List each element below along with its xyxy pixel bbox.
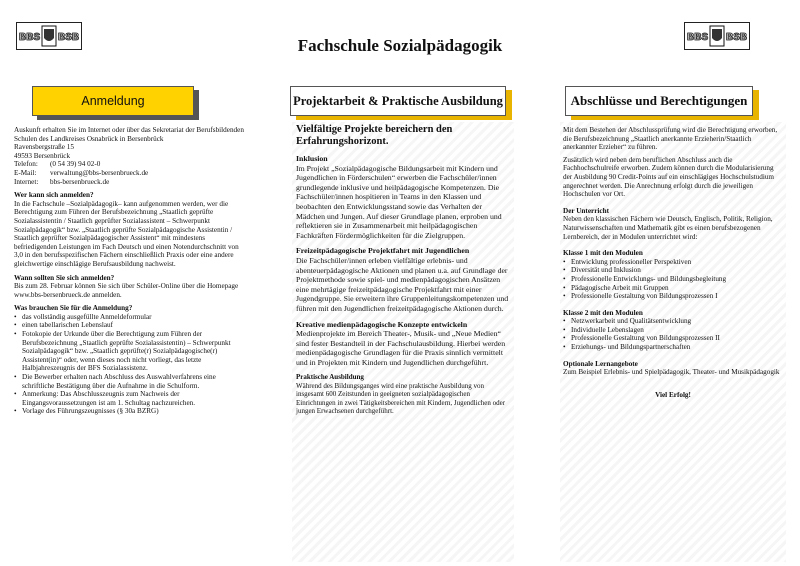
question-heading: Was brauchen Sie für die Anmeldung?: [14, 304, 133, 313]
section-text: Während des Bildungsganges wird eine praktische Ausbildung von insgesamt 600 Zeitstunden in geeigneten sozialpädagogischen Einrichtungen in zwei Tätigkeitsbereichen mit Kindern, Jugendlichen oder jungen Erwachsenen durchgeführt.: [296, 381, 506, 416]
question-heading: Wer kann sich anmelden?: [14, 191, 94, 200]
list-item: • Individuelle Lebenslagen: [563, 326, 783, 335]
section-title: Klasse 2 mit den Modulen: [563, 308, 643, 317]
page-title: Fachschule Sozialpädagogik: [297, 36, 503, 55]
list-item: • Die Bewerber erhalten nach Abschluss des Auswahlverfahrens eine schriftliche Bestätigung über die Aufnahme in die Schulform.: [14, 373, 248, 390]
section-title: Inklusion: [296, 154, 328, 163]
list-item: • Erziehungs- und Bildungspartnerschaften: [563, 343, 783, 352]
paragraph: Mit dem Bestehen der Abschlussprüfung wird die Berechtigung erworben, die Berufsbezeichnung „Staatlich anerkannte Erzieherin/Staatlich anerkannter Erzieher“ zu führen.: [563, 126, 778, 152]
section-text: Medienprojekte im Bereich Theater-, Musik- und „Neue Medien“ sind fester Bestandteil in der Fachschulausbildung. Hierbei werden medienpädagogische Grundlagen für die Praxis sinnlich vermittelt und in Projekten mit Kindern und Jugendlichen durchgeführt.: [296, 329, 506, 367]
list-item: • Diversität und Inklusion: [563, 266, 783, 275]
svg-text:BSB: BSB: [726, 32, 748, 43]
address-line: Ravensbergstraße 15: [14, 143, 74, 152]
list-item: • Vorlage des Führungszeugnisses (§ 30a BZRG): [14, 407, 248, 416]
list-item: • Fotokopie der Urkunde über die Berechtigung zum Führen der Berufsbezeichnung „Staatlich geprüfte Sozialassistentin) – Schwerpunkt Sozialpädagogik“ bzw. „Staatlich geprüfte(r) Sozialpädagogische(r) Assistent(in)“ oder, wenn dieses noch nicht vorliegt, das letzte Halbjahreszeugnis der BFS Sozialassistenz.: [14, 330, 248, 373]
internet-row: Internet: bbs-bersenbrueck.de: [14, 177, 110, 186]
requirements-list: [14, 313, 248, 416]
section-text: Die Fachschüler/innen erleben vielfältige erlebnis- und abenteuerpädagogische Aktionen und planen u.a. auf Grundlage der Projektmethode sowie spiel- und medienpädagogischen Ansätzen eine mehrtägige freizeitpädagogische Projektfahrt mit einer Jugendgruppe. Sie erweitern ihre Gruppenleitungskompetenzen und führen mit den Jugendlichen freizeitpädagogische Aktionen durch.: [296, 255, 509, 313]
column-projektarbeit: [296, 124, 510, 416]
section-header-abschluesse: Abschlüsse und Berechtigungen: [565, 86, 753, 116]
list-item: • Entwicklung professioneller Perspektiven: [563, 258, 783, 267]
phone-value: (0 54 39) 94 02-0: [50, 160, 101, 169]
list-item: • Professionelle Gestaltung von Bildungsprozessen I: [563, 292, 783, 301]
list-item: • Professionelle Entwicklungs- und Bildungsbegleitung: [563, 275, 783, 284]
svg-text:BBS: BBS: [19, 32, 41, 43]
svg-text:BSB: BSB: [58, 32, 80, 43]
module-list: [563, 317, 783, 351]
paragraph: Neben den klassischen Fächern wie Deutsch, Englisch, Politik, Religion, Naturwissenschaften und Mathematik gibt es einen berufsbezogenen Lernbereich, der in Modulen unterrichtet wird:: [563, 215, 773, 241]
list-item: • Pädagogische Arbeit mit Gruppen: [563, 284, 783, 293]
section-header-anmeldung: Anmeldung: [32, 86, 194, 116]
answer-text: In die Fachschule –Sozialpädagogik– kann aufgenommen werden, wer die Berechtigung zum Führen der Berufsbezeichnung „Staatlich geprüfte Sozialassistentin / Staatlich geprüfter Sozialassistent – Schwerpunkt Sozialpädagogik“ bzw. „Staatlich geprüfte Sozialpädagogische Assistentin / Staatlich geprüfter Sozialpädagogischer Assistent“ mit mindestens befriedigenden Leistungen im Fach Deutsch und einen Notendurchschnitt von 3,0 in den berufsspezifischen Fächern einschließlich Praxis oder eine andere gleichwertige einschlägige Berufsausbildung nachweist.: [14, 199, 239, 268]
closing-text: Viel Erfolg!: [655, 390, 691, 399]
answer-text: Bis zum 28. Februar können Sie sich über Schüler-Online über die Homepage www.bbs-bersenbrueck.de anmelden.: [14, 282, 239, 299]
paragraph: Zum Beispiel Erlebnis- und Spielpädagogik, Theater- und Musikpädagogik: [563, 368, 780, 377]
list-item: • Netzwerkarbeit und Qualitätsentwicklung: [563, 317, 783, 326]
svg-text:BBS: BBS: [687, 32, 709, 43]
phone-row: Telefon: (0 54 39) 94 02-0: [14, 160, 101, 169]
paragraph: Zusätzlich wird neben dem beruflichen Abschluss auch die Fachhochschulreife erworben. Zudem können durch die Modularisierung der Ausbildung 90 Credit-Points auf ein einschlägiges Hochschulstudium angerechnet werden. Die Anrechnung erfolgt durch die jeweiligen Hochschulen vor Ort.: [563, 155, 775, 199]
list-item: • das vollständig ausgefüllte Anmeldeformular: [14, 313, 248, 322]
question-heading: Wann sollten Sie sich anmelden?: [14, 273, 115, 282]
section-title: Der Unterricht: [563, 206, 609, 215]
section-title: Kreative medienpädagogische Konzepte entwickeln: [296, 319, 468, 329]
section-header-projektarbeit: Projektarbeit & Praktische Ausbildung: [290, 86, 506, 116]
email-row: E-Mail: verwaltung@bbs-bersenbrueck.de: [14, 168, 149, 177]
headline: Vielfältige Projekte bereichern den Erfahrungshorizont.: [296, 124, 453, 147]
section-title: Optionale Lernangebote: [563, 359, 638, 368]
section-title: Klasse 1 mit den Modulen: [563, 249, 643, 258]
website-link[interactable]: bbs-bersenbrueck.de: [50, 177, 110, 186]
intro-text: Auskunft erhalten Sie im Internet oder über das Sekretariat der Berufsbildenden Schulen des Landkreises Osnabrück in Bersenbrück: [14, 126, 244, 143]
section-title: Freizeitpädagogische Projektfahrt mit Jugendlichen: [296, 246, 470, 256]
module-list: [563, 258, 783, 301]
list-item: • Anmerkung: Das Abschlusszeugnis zum Nachweis der Eingangsvoraussetzungen ist am 1. Schultag nachzureichen.: [14, 390, 248, 407]
list-item: • Professionelle Gestaltung von Bildungsprozessen II: [563, 334, 783, 343]
list-item: • einen tabellarischen Lebenslauf: [14, 321, 248, 330]
section-text: Im Projekt „Sozialpädagogische Bildungsarbeit mit Kindern und Jugendlichen in Förderschulen“ erwerben die Fachschüler/innen grundlegende inklusive und heilpädagogische Kompetenzen. Die Fachschüler/innen hospitieren in Teams in den Klassen und beobachten den Entwicklungsstand sowie das Verhalten der Mädchen und Jungen. Auf dieser Grundlage planen, erproben und reflektieren sie in Zusammenarbeit mit heilpädagogischen Fachkräften Fördermöglichkeiten für die Zielgruppen.: [296, 163, 502, 240]
column-anmeldung: [14, 126, 248, 416]
section-title: Praktische Ausbildung: [296, 373, 364, 382]
email-link[interactable]: verwaltung@bbs-bersenbrueck.de: [50, 168, 149, 177]
address-line: 49593 Bersenbrück: [14, 151, 71, 160]
column-abschluesse: [563, 126, 783, 399]
